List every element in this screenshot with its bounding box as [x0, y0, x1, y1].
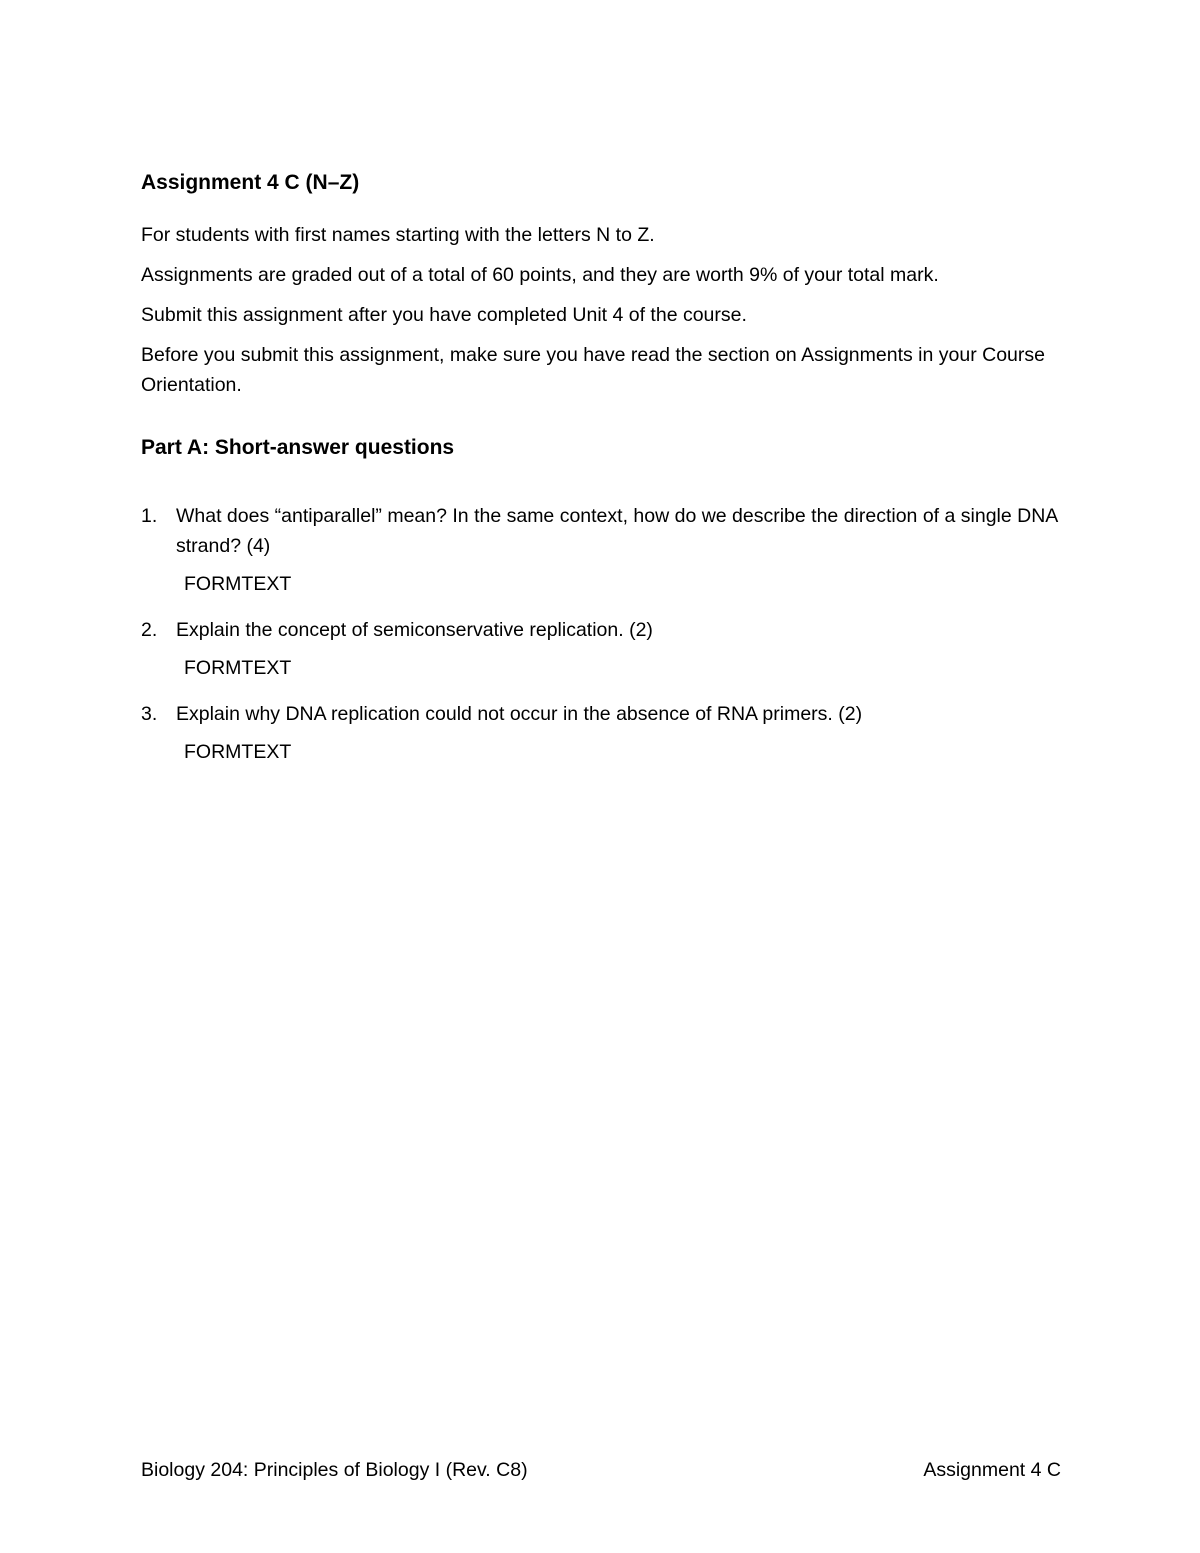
part-a-heading: Part A: Short-answer questions [141, 436, 455, 459]
question-text: Explain why DNA replication could not occur in the absence of RNA primers. (2) [176, 703, 863, 725]
question-number: 3. [141, 703, 158, 725]
question-item-2 [141, 615, 1061, 683]
document-body [141, 168, 1061, 783]
footer-course-title: Biology 204: Principles of Biology I (Rev. C8) [141, 1459, 528, 1481]
question-item-3 [141, 699, 1061, 767]
intro-eligibility: For students with first names starting with the letters N to Z. [141, 224, 655, 246]
intro-orientation-note: Before you submit this assignment, make sure you have read the section on Assignments in your Course Orientation. [141, 344, 1045, 396]
question-text: Explain the concept of semiconservative replication. (2) [176, 619, 653, 641]
answer-field-1[interactable]: FORMTEXT [184, 573, 292, 595]
intro-submission-timing: Submit this assignment after you have completed Unit 4 of the course. [141, 304, 747, 326]
question-item-1 [141, 501, 1061, 599]
page-footer [141, 1455, 1061, 1485]
answer-field-2[interactable]: FORMTEXT [184, 657, 292, 679]
footer-assignment-label: Assignment 4 C [923, 1459, 1061, 1481]
intro-grading: Assignments are graded out of a total of 60 points, and they are worth 9% of your total mark. [141, 264, 939, 286]
question-number: 2. [141, 619, 158, 641]
assignment-title: Assignment 4 C (N–Z) [141, 171, 360, 194]
question-number: 1. [141, 505, 158, 527]
answer-field-3[interactable]: FORMTEXT [184, 741, 292, 763]
question-text: What does “antiparallel” mean? In the same context, how do we describe the direction of a single DNA strand? (4) [176, 505, 1058, 557]
